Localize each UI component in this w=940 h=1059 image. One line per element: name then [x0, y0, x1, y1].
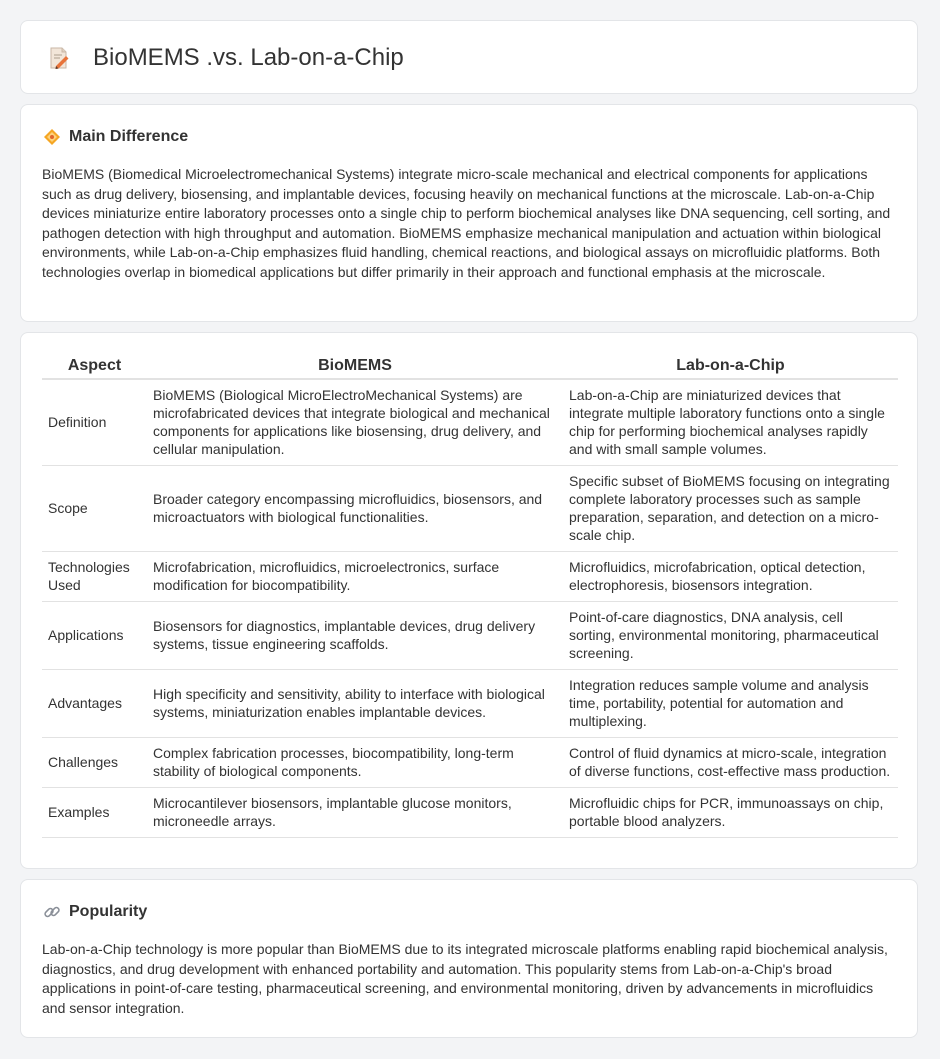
comparison-card	[20, 332, 918, 869]
title-card	[20, 20, 918, 94]
table-row	[42, 602, 898, 670]
table-row	[42, 788, 898, 838]
main-difference-heading	[43, 128, 188, 146]
popularity-text: Lab-on-a-Chip technology is more popular than BioMEMS due to its integrated microscale platforms enabling rapid biochemical analysis, diagnostics, and drug development with enhanced portability and automation. This popularity stems from Lab-on-a-Chip's broad applications in point-of-care testing, pharmaceutical screening, and environmental monitoring, driven by advancements in microfluidics and sensor integration.	[42, 941, 888, 1016]
biomems-cell: BioMEMS (Biological MicroElectroMechanical Systems) are microfabricated devices that integrate biological and mechanical components for applications like biosensing, drug delivery, and cellular manipulation.	[147, 379, 563, 466]
table-row	[42, 670, 898, 738]
lab-on-a-chip-cell: Microfluidics, microfabrication, optical detection, electrophoresis, biosensors integration.	[563, 552, 898, 602]
biomems-cell: Biosensors for diagnostics, implantable devices, drug delivery systems, tissue engineering scaffolds.	[147, 602, 563, 670]
aspect-cell: Advantages	[42, 670, 147, 738]
table-header-row	[42, 355, 898, 379]
table-row	[42, 379, 898, 466]
aspect-cell: Definition	[42, 379, 147, 466]
popularity-card	[20, 879, 918, 1038]
main-difference-text: BioMEMS (Biomedical Microelectromechanical Systems) integrate micro-scale mechanical and electrical components for applications such as drug delivery, biosensing, and implantable devices, focusing heavily on mechanical functions at the microscale. Lab-on-a-Chip devices miniaturize entire laboratory processes onto a single chip to perform biochemical analyses like DNA sequencing, cell sorting, and pathogen detection with high throughput and automation. BioMEMS emphasize mechanical manipulation and actuation within biological environments, while Lab-on-a-Chip emphasizes fluid handling, chemical reactions, and biological assays on microfluidic platforms. Both technologies overlap in biomedical applications but differ primarily in their approach and functional emphasis at the microscale.	[42, 166, 891, 280]
biomems-cell: Microfabrication, microfluidics, microelectronics, surface modification for biocompatibility.	[147, 552, 563, 602]
lab-on-a-chip-cell: Lab-on-a-Chip are miniaturized devices that integrate multiple laboratory functions onto a single chip for performing biochemical analyses rapidly and with small sample volumes.	[563, 379, 898, 466]
aspect-cell: Applications	[42, 602, 147, 670]
header-aspect: Aspect	[42, 355, 147, 379]
biomems-cell: High specificity and sensitivity, ability to interface with biological systems, miniaturization enables implantable devices.	[147, 670, 563, 738]
document-pencil-icon	[47, 46, 71, 70]
popularity-title: Popularity	[69, 903, 148, 920]
biomems-cell: Complex fabrication processes, biocompatibility, long-term stability of biological components.	[147, 738, 563, 788]
main-difference-card	[20, 104, 918, 322]
aspect-cell: Challenges	[42, 738, 147, 788]
lab-on-a-chip-cell: Specific subset of BioMEMS focusing on integrating complete laboratory processes such as sample preparation, separation, and detection on a micro-scale chip.	[563, 466, 898, 552]
popularity-heading	[43, 903, 147, 921]
table-row	[42, 466, 898, 552]
table-row	[42, 552, 898, 602]
page-title: BioMEMS .vs. Lab-on-a-Chip	[93, 44, 404, 71]
lab-on-a-chip-cell: Microfluidic chips for PCR, immunoassays on chip, portable blood analyzers.	[563, 788, 898, 838]
lab-on-a-chip-cell: Point-of-care diagnostics, DNA analysis, cell sorting, environmental monitoring, pharmaceutical screening.	[563, 602, 898, 670]
biomems-cell: Microcantilever biosensors, implantable glucose monitors, microneedle arrays.	[147, 788, 563, 838]
aspect-cell: Technologies Used	[42, 552, 147, 602]
lab-on-a-chip-cell: Integration reduces sample volume and analysis time, portability, potential for automation and multiplexing.	[563, 670, 898, 738]
link-icon	[43, 903, 61, 921]
comparison-table	[42, 355, 898, 838]
main-difference-title: Main Difference	[69, 128, 189, 145]
lab-on-a-chip-cell: Control of fluid dynamics at micro-scale, integration of diverse functions, cost-effective mass production.	[563, 738, 898, 788]
diamond-icon	[43, 128, 61, 146]
aspect-cell: Scope	[42, 466, 147, 552]
header-biomems: BioMEMS	[147, 355, 563, 379]
table-row	[42, 738, 898, 788]
biomems-cell: Broader category encompassing microfluidics, biosensors, and microactuators with biological functionalities.	[147, 466, 563, 552]
header-lab-on-a-chip: Lab-on-a-Chip	[563, 355, 898, 379]
aspect-cell: Examples	[42, 788, 147, 838]
